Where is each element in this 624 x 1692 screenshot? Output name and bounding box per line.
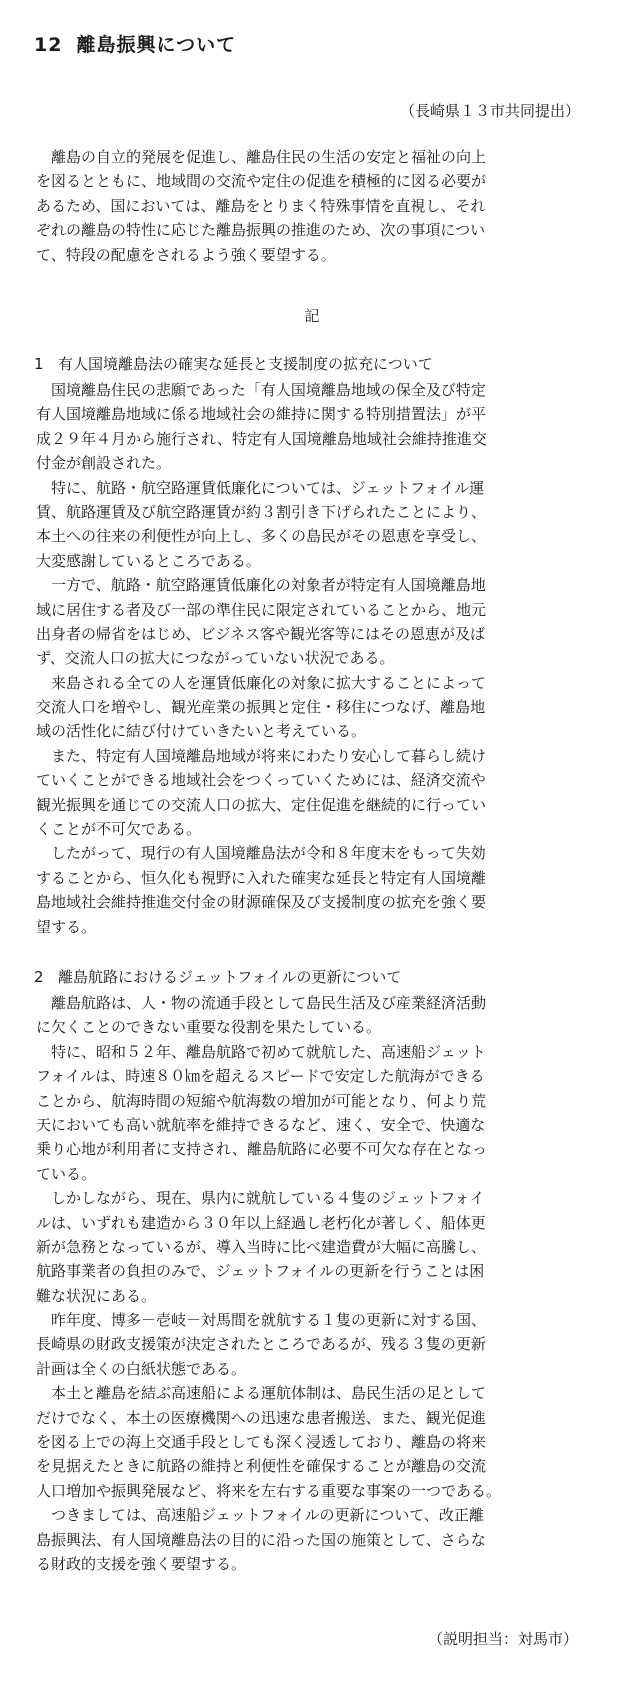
section-1-line: くことが不可欠である。 (36, 820, 202, 839)
section-2-line: 新が急務となっているが、導入当時に比べ建造費が大幅に高騰し、 (36, 1237, 487, 1256)
title-number: 12 (34, 34, 63, 56)
section-1-line: ず、交流人口の拡大につながっていない状況である。 (36, 649, 395, 668)
section-2-line: る財政的支援を強く要望する。 (36, 1554, 247, 1573)
section-2-number: 2 (34, 968, 44, 986)
section-1-title: 有人国境離島法の確実な延長と支援制度の拡充について (58, 355, 433, 373)
section-1-line: 域の活性化に結び付けていきたいと考えている。 (36, 722, 367, 741)
submitter-note: （長崎県１３市共同提出） (399, 102, 580, 120)
section-2-line: しかしながら、現在、県内に就航している４隻のジェットフォイ (36, 1189, 485, 1208)
section-1-line: 特に、航路・航空路運賃低廉化については、ジェットフォイル運 (36, 478, 485, 497)
section-2-line: ことから、航海時間の短縮や航海数の増加が可能となり、何より荒 (36, 1091, 487, 1110)
section-2-line: に欠くことのできない重要な役割を果たしている。 (36, 1018, 382, 1037)
section-2-line: 人口増加や振興発展など、将来を左右する重要な事案の一つである。 (36, 1481, 502, 1500)
section-2-line: 航路事業者の負担のみで、ジェットフォイルの更新を行うことは困 (36, 1262, 485, 1281)
intro-line: あるため、国においては、離島をとりまく特殊事情を直視し、それ (36, 196, 486, 215)
section-2-line: だけでなく、本土の医療機関への迅速な患者搬送、また、観光促進 (36, 1408, 486, 1427)
section-1-line: 一方で、航路・航空路運賃低廉化の対象者が特定有人国境離島地 (36, 576, 486, 595)
section-2-heading (34, 966, 401, 987)
title-text: 離島振興について (76, 34, 237, 56)
section-2-line: つきましては、高速船ジェットフォイルの更新について、改正離 (36, 1506, 484, 1525)
section-2-body (36, 991, 588, 1576)
section-2-line: 難な状況にある。 (36, 1286, 157, 1305)
section-2-line: 昨年度、博多－壱岐－対馬間を就航する１隻の更新に対する国、 (36, 1311, 487, 1330)
section-2-line: 乗り心地が利用者に支持され、離島航路に必要不可欠な存在となっ (36, 1140, 487, 1159)
section-1-line: 本土への往来の利便性が向上し、多くの島民がその恩恵を享受し、 (36, 527, 487, 546)
section-1-line: 賃、航路運賃及び航空路運賃が約３割引き下げられたことにより、 (36, 502, 487, 521)
section-1-line: ていくことができる地域社会をつくっていくためには、経済交流や (36, 771, 486, 790)
section-2-line: 離島航路は、人・物の流通手段として島民生活及び産業経済活動 (36, 994, 487, 1012)
section-1-line: また、特定有人国境離島地域が将来にわたり安心して暮らし続け (36, 746, 487, 765)
section-1-line: したがって、現行の有人国境離島法が令和８年度末をもって失効 (36, 844, 486, 863)
intro-line: ぞれの離島の特性に応じた離島振興の推進のため、次の事項につい (36, 221, 486, 240)
section-2-line: ている。 (36, 1164, 97, 1183)
page-title (34, 30, 236, 57)
section-1-line: 付金が創設された。 (36, 454, 172, 473)
intro-paragraph (36, 145, 588, 267)
intro-line: を図るとともに、地域間の交流や定住の促進を積極的に図る必要が (36, 172, 487, 191)
section-2-line: 特に、昭和５２年、離島航路で初めて就航した、高速船ジェット (36, 1042, 486, 1061)
section-1-body (36, 378, 588, 939)
section-2-line: を図る上での海上交通手段としても深く浸透しており、離島の将来 (36, 1433, 487, 1452)
section-2-line: フォイルは、時速８０㎞を超えるスピードで安定した航海ができる (36, 1067, 485, 1086)
section-1-line: 島地域社会維持推進交付金の財源確保及び支援制度の拡充を強く要 (36, 893, 487, 912)
presenter-note: （説明担当：対馬市） (427, 1630, 578, 1648)
intro-line: 離島の自立的発展を促進し、離島住民の生活の安定と福祉の向上 (36, 148, 487, 166)
section-1-line: 成２９年４月から施行され、特定有人国境離島地域社会維持推進交 (36, 429, 487, 448)
section-2-line: 本土と離島を結ぶ高速船による運航体制は、島民生活の足として (36, 1384, 487, 1403)
section-1-heading (34, 353, 433, 374)
section-1-line: 有人国境離島地域に係る地域社会の維持に関する特別措置法」が平 (36, 405, 487, 424)
section-2-title: 離島航路におけるジェットフォイルの更新について (58, 968, 402, 986)
ki-label: 記 (304, 307, 320, 325)
section-1-line: 観光振興を通じての交流人口の拡大、定住促進を継続的に行ってい (36, 795, 487, 814)
intro-line: て、特段の配慮をされるよう強く要望する。 (36, 245, 336, 264)
section-1-line: 望する。 (36, 917, 97, 936)
section-2-line: 長崎県の財政支援策が決定されたところであるが、残る３隻の更新 (36, 1335, 486, 1354)
section-2-line: を見据えたときに航路の維持と利便性を確保することが離島の交流 (36, 1457, 487, 1476)
section-1-line: 大変感謝しているところである。 (36, 551, 261, 570)
section-1-line: 国境離島住民の悲願であった「有人国境離島地域の保全及び特定 (36, 381, 486, 399)
section-2-line: 天においても高い就航率を維持できるなど、速く、安全で、快適な (36, 1115, 486, 1134)
section-2-line: ルは、いずれも建造から３０年以上経過し老朽化が著しく、船体更 (36, 1213, 486, 1232)
section-1-line: 交流人口を増やし、観光産業の振興と定住・移住につなげ、離島地 (36, 698, 486, 717)
section-1-line: することから、恒久化も視野に入れた確実な延長と特定有人国境離 (36, 868, 487, 887)
section-1-number: 1 (34, 355, 44, 373)
section-1-line: 域に居住する者及び一部の準住民に限定されていることから、地元 (36, 600, 487, 619)
section-2-line: 計画は全くの白紙状態である。 (36, 1359, 247, 1378)
section-1-line: 来島される全ての人を運賃低廉化の対象に拡大することによって (36, 673, 487, 692)
section-1-line: 出身者の帰省をはじめ、ビジネス客や観光客等にはその恩恵が及ば (36, 624, 485, 643)
section-2-line: 島振興法、有人国境離島法の目的に沿った国の施策として、さらな (36, 1530, 486, 1549)
